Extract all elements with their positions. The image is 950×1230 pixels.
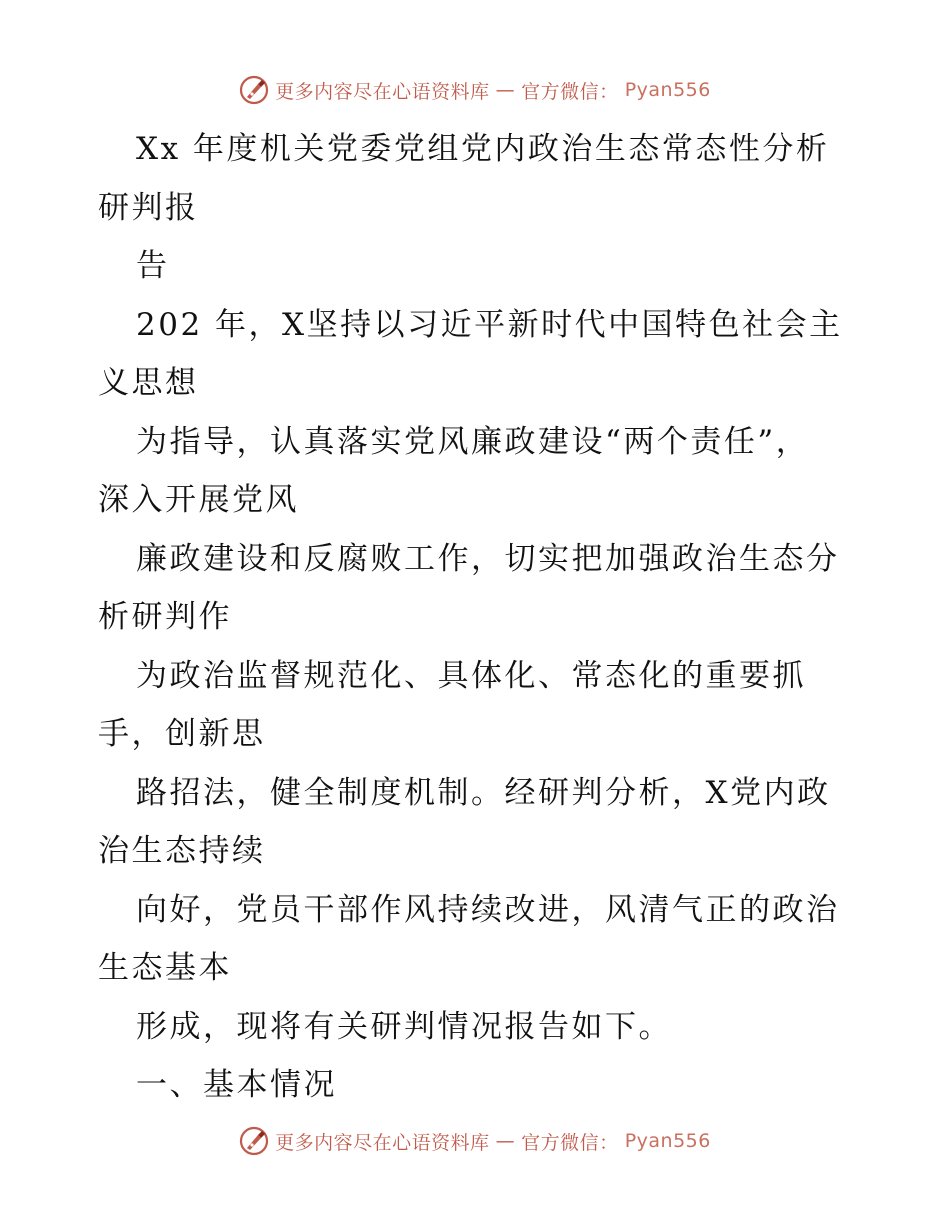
- watermark-site-text: 更多内容尽在心语资料库: [275, 1131, 490, 1154]
- paragraph-line: 治生态持续: [98, 833, 266, 869]
- paragraph-line: 202 年，X坚持以习近平新时代中国特色社会主: [136, 306, 843, 343]
- pen-nib-circle-icon: [239, 1126, 269, 1156]
- paragraph-line: 深入开展党风: [98, 482, 299, 518]
- watermark-wechat-id: Pyan556: [624, 79, 711, 101]
- watermark-wechat-id: Pyan556: [624, 1130, 711, 1152]
- watermark-dash: —: [495, 1130, 516, 1152]
- watermark-site-text: 更多内容尽在心语资料库: [275, 80, 490, 103]
- paragraph-line: 生态基本: [98, 950, 232, 986]
- watermark-dash: —: [495, 79, 516, 101]
- document-body: [98, 120, 868, 1115]
- paragraph-line: 廉政建设和反腐败工作，切实把加强政治生态分: [136, 540, 840, 577]
- paragraph-line: 为指导，认真落实党风廉政建设“两个责任”，: [136, 423, 810, 460]
- paragraph-line: 形成，现将有关研判情况报告如下。: [136, 1008, 672, 1045]
- pen-nib-circle-icon: [239, 75, 269, 105]
- paragraph-line: 向好，党员干部作风持续改进，风清气正的政治: [136, 891, 840, 928]
- paragraph-line: 义思想: [98, 365, 199, 401]
- header-watermark: [0, 70, 950, 110]
- section-heading: 一、基本情况: [136, 1067, 337, 1103]
- title-line: 告: [136, 248, 170, 284]
- watermark-wechat-label: 官方微信：: [521, 80, 619, 103]
- paragraph-line: 为政治监督规范化、具体化、常态化的重要抓: [136, 657, 806, 694]
- title-line: 研判报: [98, 189, 199, 226]
- paragraph-line: 路招法，健全制度机制。经研判分析，X党内政: [136, 774, 831, 811]
- paragraph-line: 析研判作: [98, 599, 232, 635]
- paragraph-line: 手，创新思: [98, 716, 266, 752]
- title-line: Xx 年度机关党委党组党内政治生态常态性分析: [136, 131, 830, 167]
- watermark-wechat-label: 官方微信：: [521, 1131, 619, 1154]
- footer-watermark: [0, 1121, 950, 1161]
